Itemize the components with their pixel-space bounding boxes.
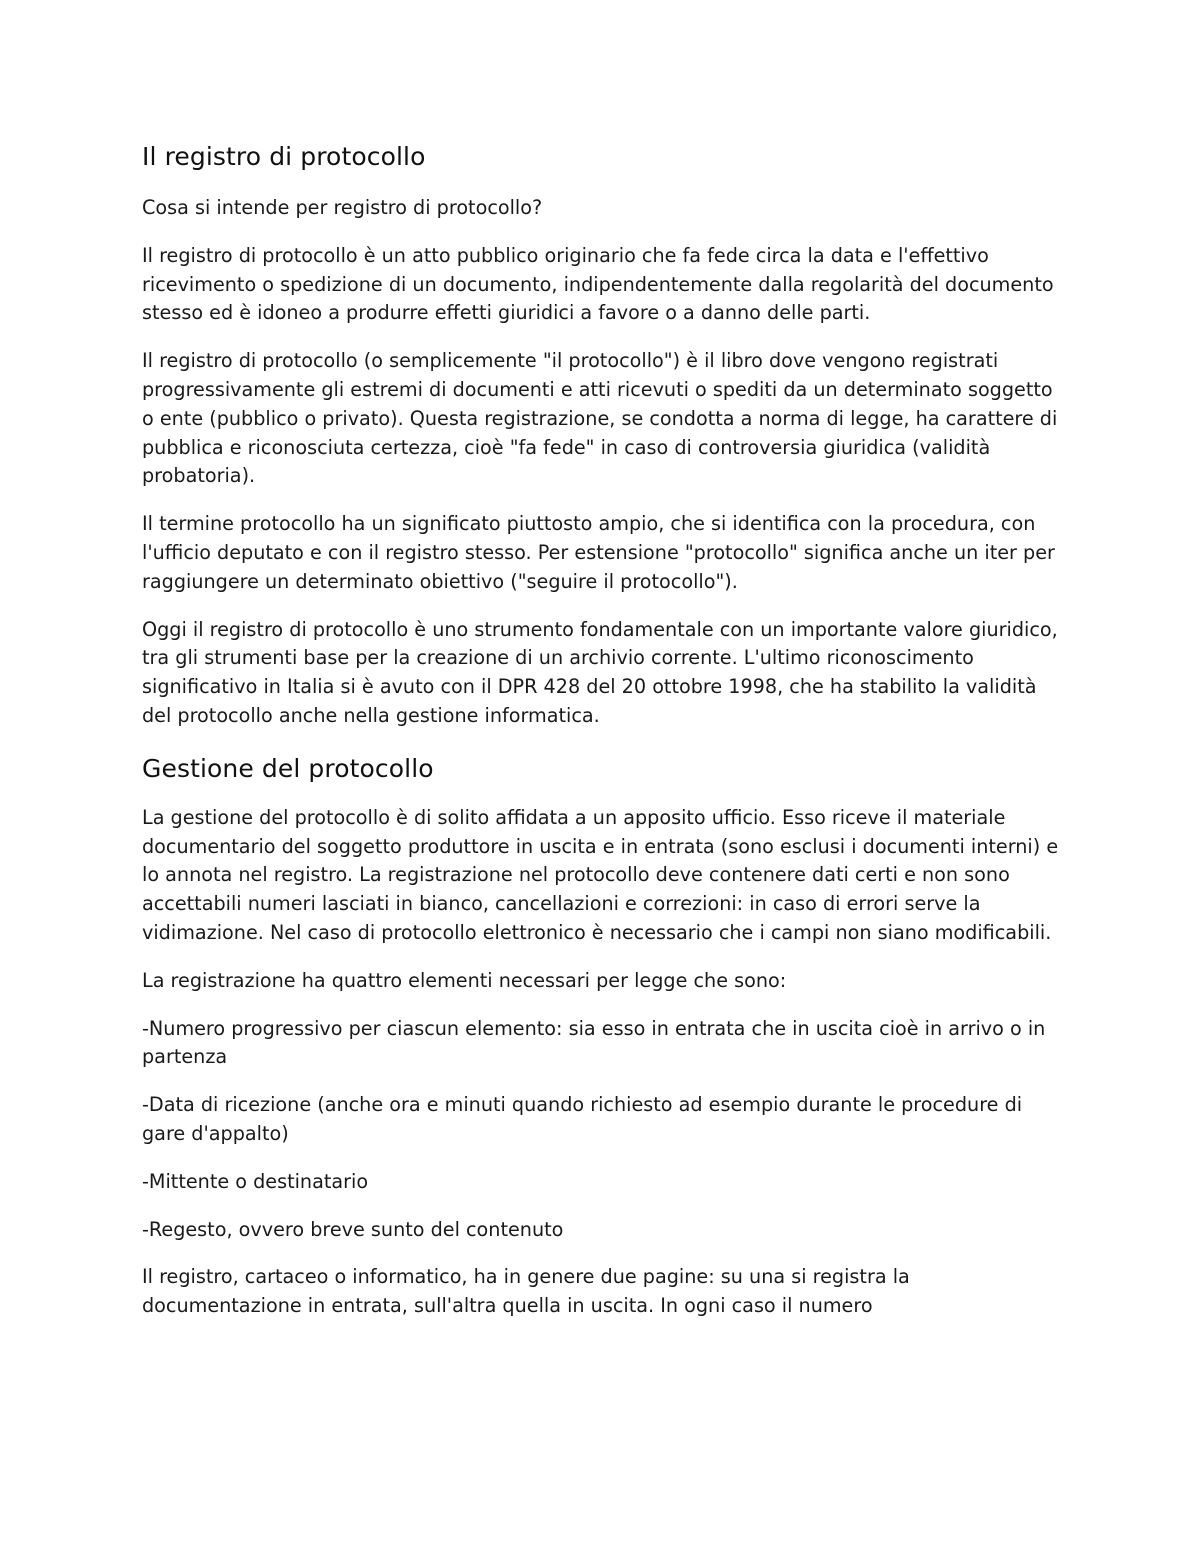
paragraph-oggi: Oggi il registro di protocollo è uno strumento fondamentale con un importante valore giuridico, tra gli strumenti base per la creazione di un archivio corrente. L'ultimo riconoscimento significativo in Italia si è avuto con il DPR 428 del 20 ottobre 1998, che ha stabilito la validità del protocollo anche nella gestione informatica. <box>142 617 1058 727</box>
paragraph-question: Cosa si intende per registro di protocollo? <box>142 196 543 219</box>
paragraph-gestione: La gestione del protocollo è di solito affidata a un apposito ufficio. Esso riceve il materiale documentario del soggetto produttore in uscita e in entrata (sono esclusi i documenti interni) e lo annota nel registro. La registrazione nel protocollo deve contenere dati certi e non sono accettabili numeri lasciati in bianco, cancellazioni e correzioni: in caso di errori serve la vidimazione. Nel caso di protocollo elettronico è necessario che i campi non siano modificabili. <box>142 805 1059 944</box>
list-item-regesto: -Regesto, ovvero breve sunto del contenuto <box>142 1217 564 1241</box>
section-heading-gestione: Gestione del protocollo <box>142 753 434 783</box>
paragraph-elementi-intro: La registrazione ha quattro elementi necessari per legge che sono: <box>142 968 787 992</box>
list-item-numero: -Numero progressivo per ciascun elemento: sia esso in entrata che in uscita cioè in arrivo o in partenza <box>142 1016 1046 1069</box>
paragraph-termine: Il termine protocollo ha un significato piuttosto ampio, che si identifica con la procedura, con l'ufficio deputato e con il registro stesso. Per estensione "protocollo" significa anche un iter per raggiungere un determinato obiettivo ("seguire il protocollo"). <box>142 512 1055 593</box>
list-item-mittente: -Mittente o destinatario <box>142 1169 369 1193</box>
list-item-data: -Data di ricezione (anche ora e minuti quando richiesto ad esempio durante le procedure di gare d'appalto) <box>142 1093 1023 1145</box>
document-page <box>142 140 1062 1340</box>
document-title: Il registro di protocollo <box>142 142 426 171</box>
paragraph-libro: Il registro di protocollo (o semplicemente "il protocollo") è il libro dove vengono registrati progressivamente gli estremi di documenti e atti ricevuti o spediti da un determinato soggetto o ente (pubblico o privato). Questa registrazione, se condotta a norma di legge, ha carattere di pubblica e riconosciuta certezza, cioè "fa fede" in caso di controversia giuridica (validità probatoria). <box>142 349 1058 488</box>
paragraph-registro-pagine: Il registro, cartaceo o informatico, ha in genere due pagine: su una si registra la documentazione in entrata, sull'altra quella in uscita. In ogni caso il numero <box>142 1265 910 1318</box>
paragraph-definition: Il registro di protocollo è un atto pubblico originario che fa fede circa la data e l'effettivo ricevimento o spedizione di un documento, indipendentemente dalla regolarità del documento stesso ed è idoneo a produrre effetti giuridici a favore o a danno delle parti. <box>142 243 1054 325</box>
